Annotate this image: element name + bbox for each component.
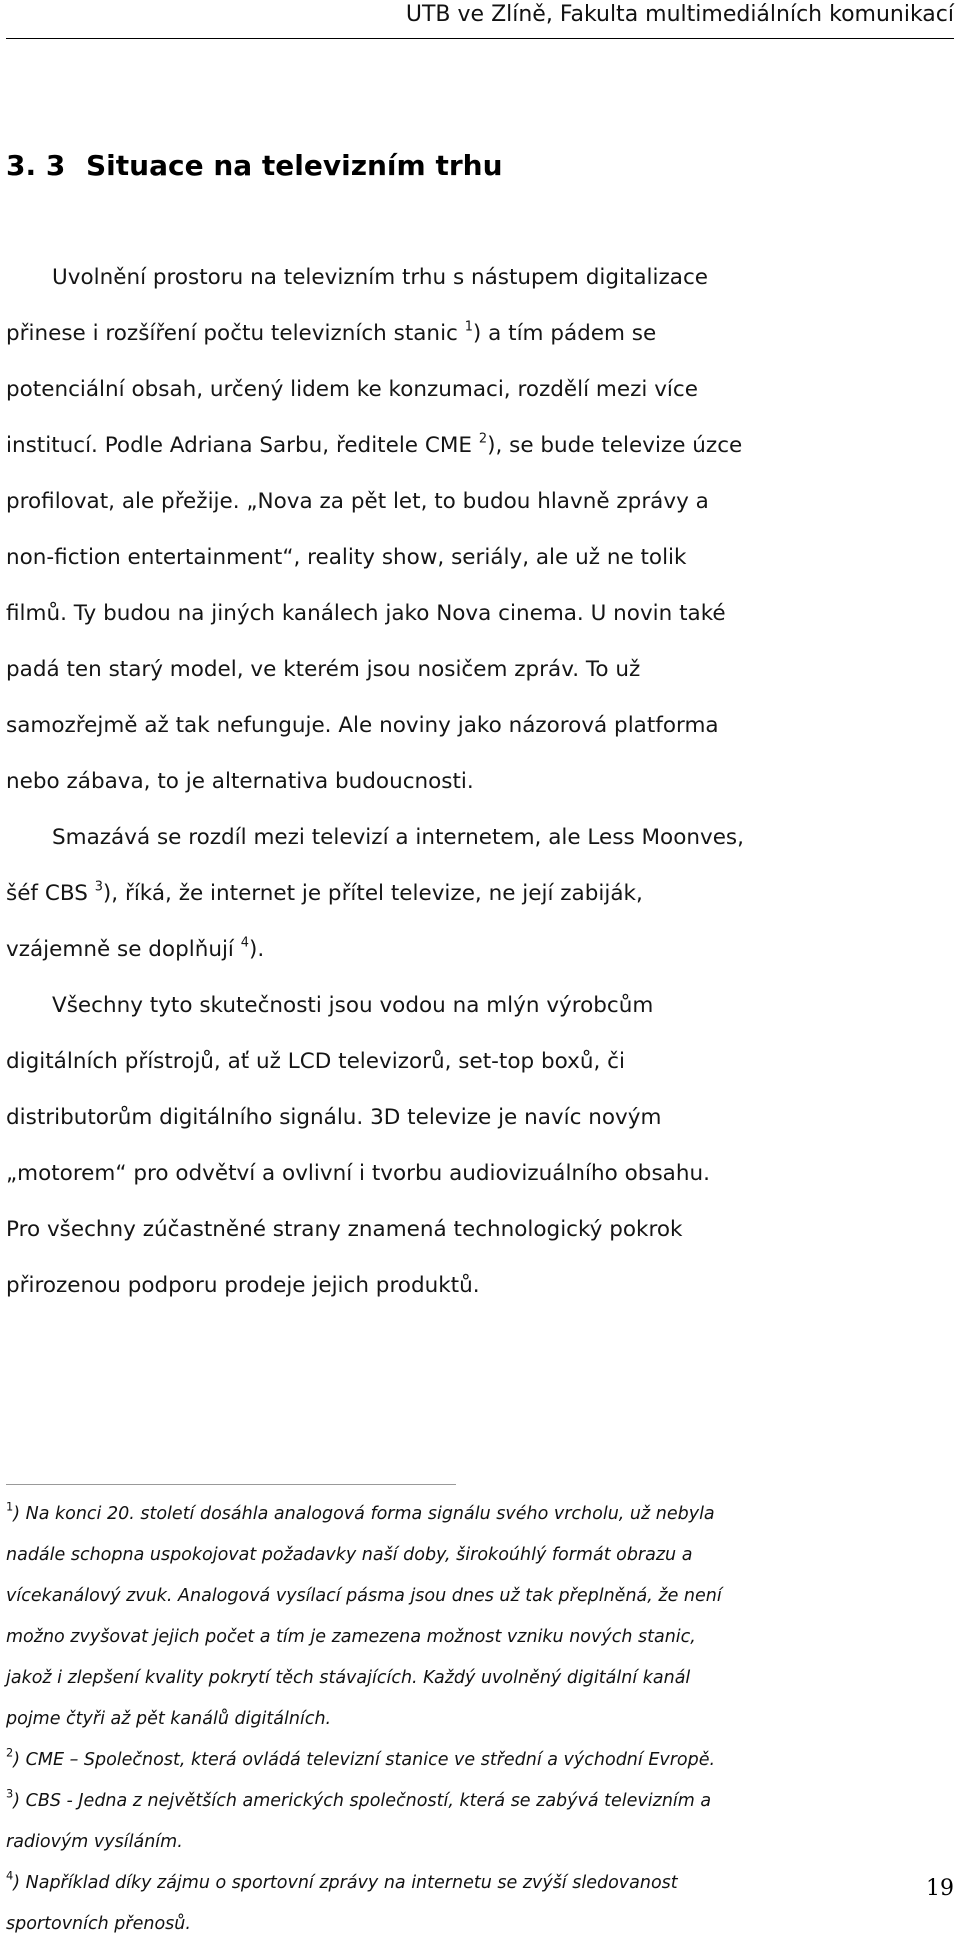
footnote-mark: 3 (6, 1786, 14, 1801)
body-line: Uvolnění prostoru na televizním trhu s nástupem digitalizace (52, 265, 709, 290)
section-heading (6, 146, 503, 186)
body-text (6, 250, 958, 1314)
footnote-line: jakož i zlepšení kvality pokrytí těch stávajících. Každý uvolněný digitální kanál (6, 1668, 691, 1688)
body-line: distributorům digitálního signálu. 3D televize je navíc novým (6, 1105, 662, 1130)
body-line: vzájemně se doplňují $^4$). (6, 935, 265, 962)
footnote-mark: 4 (6, 1868, 14, 1883)
footnote-line: nadále schopna uspokojovat požadavky naší doby, širokoúhlý formát obrazu a (6, 1545, 693, 1565)
footnote-line: radiovým vysíláním. (6, 1832, 183, 1852)
footnote-line: $^1$) Na konci 20. století dosáhla analogová forma signálu svého vrcholu, už nebyla (6, 1499, 715, 1524)
section-title: Situace na televizním trhu (86, 149, 503, 182)
footnote-mark: 1 (6, 1499, 14, 1514)
footnotes (6, 1394, 958, 1945)
body-line: Pro všechny zúčastněné strany znamená technologický pokrok (6, 1217, 683, 1242)
body-line: „motorem“ pro odvětví a ovlivní i tvorbu audiovizuálního obsahu. (6, 1161, 710, 1186)
body-line: šéf CBS $^3$), říká, že internet je přítel televize, ne její zabiják, (6, 879, 643, 906)
footnote-line: možno zvyšovat jejich počet a tím je zamezena možnost vzniku nových stanic, (6, 1627, 696, 1647)
body-line: samozřejmě až tak nefunguje. Ale noviny jako názorová platforma (6, 713, 719, 738)
body-line: institucí. Podle Adriana Sarbu, ředitele CME $^2$), se bude televize úzce (6, 431, 743, 458)
page-number: 19 (926, 1876, 954, 1901)
running-header (6, 0, 954, 39)
footnote-line: sportovních přenosů. (6, 1914, 191, 1934)
header-title: UTB ve Zlíně, Fakulta multimediálních komunikací (405, 2, 954, 27)
section-number: 3. 3 (6, 149, 66, 182)
body-line: filmů. Ty budou na jiných kanálech jako Nova cinema. U novin také (6, 601, 726, 626)
footnote-mark: 2 (6, 1745, 14, 1760)
body-line: profilovat, ale přežije. „Nova za pět let, to budou hlavně zprávy a (6, 489, 709, 514)
footnote-line: pojme čtyři až pět kanálů digitálních. (6, 1709, 332, 1729)
body-line: Všechny tyto skutečnosti jsou vodou na mlýn výrobcům (52, 993, 654, 1018)
body-line: přinese i rozšíření počtu televizních stanic $^1$) a tím pádem se (6, 319, 657, 346)
footnote-ref: 4 (240, 935, 249, 951)
footnote-line: $^3$) CBS - Jedna z největších amerických společností, která se zabývá televizním a (6, 1786, 712, 1811)
body-line: nebo zábava, to je alternativa budoucnosti. (6, 769, 474, 794)
footnote-line: vícekanálový zvuk. Analogová vysílací pásma jsou dnes už tak přeplněná, že není (6, 1586, 722, 1606)
body-line: Smazává se rozdíl mezi televizí a internetem, ale Less Moonves, (52, 825, 744, 850)
body-line: padá ten starý model, ve kterém jsou nosičem zpráv. To už (6, 657, 641, 682)
footnote-ref: 1 (464, 319, 473, 335)
body-line: přirozenou podporu prodeje jejich produktů. (6, 1273, 480, 1298)
body-line: digitálních přístrojů, ať už LCD televizorů, set-top boxů, či (6, 1049, 625, 1074)
footnote-line: $^4$) Například díky zájmu o sportovní zprávy na internetu se zvýší sledovanost (6, 1868, 678, 1893)
footnote-ref: 3 (94, 879, 103, 895)
footnote-line: $^2$) CME – Společnost, která ovládá televizní stanice ve střední a východní Evropě. (6, 1745, 716, 1770)
body-line: non-fiction entertainment“, reality show, seriály, ale už ne tolik (6, 545, 687, 570)
body-line: potenciální obsah, určený lidem ke konzumaci, rozdělí mezi více (6, 377, 698, 402)
footnote-ref: 2 (478, 431, 488, 447)
